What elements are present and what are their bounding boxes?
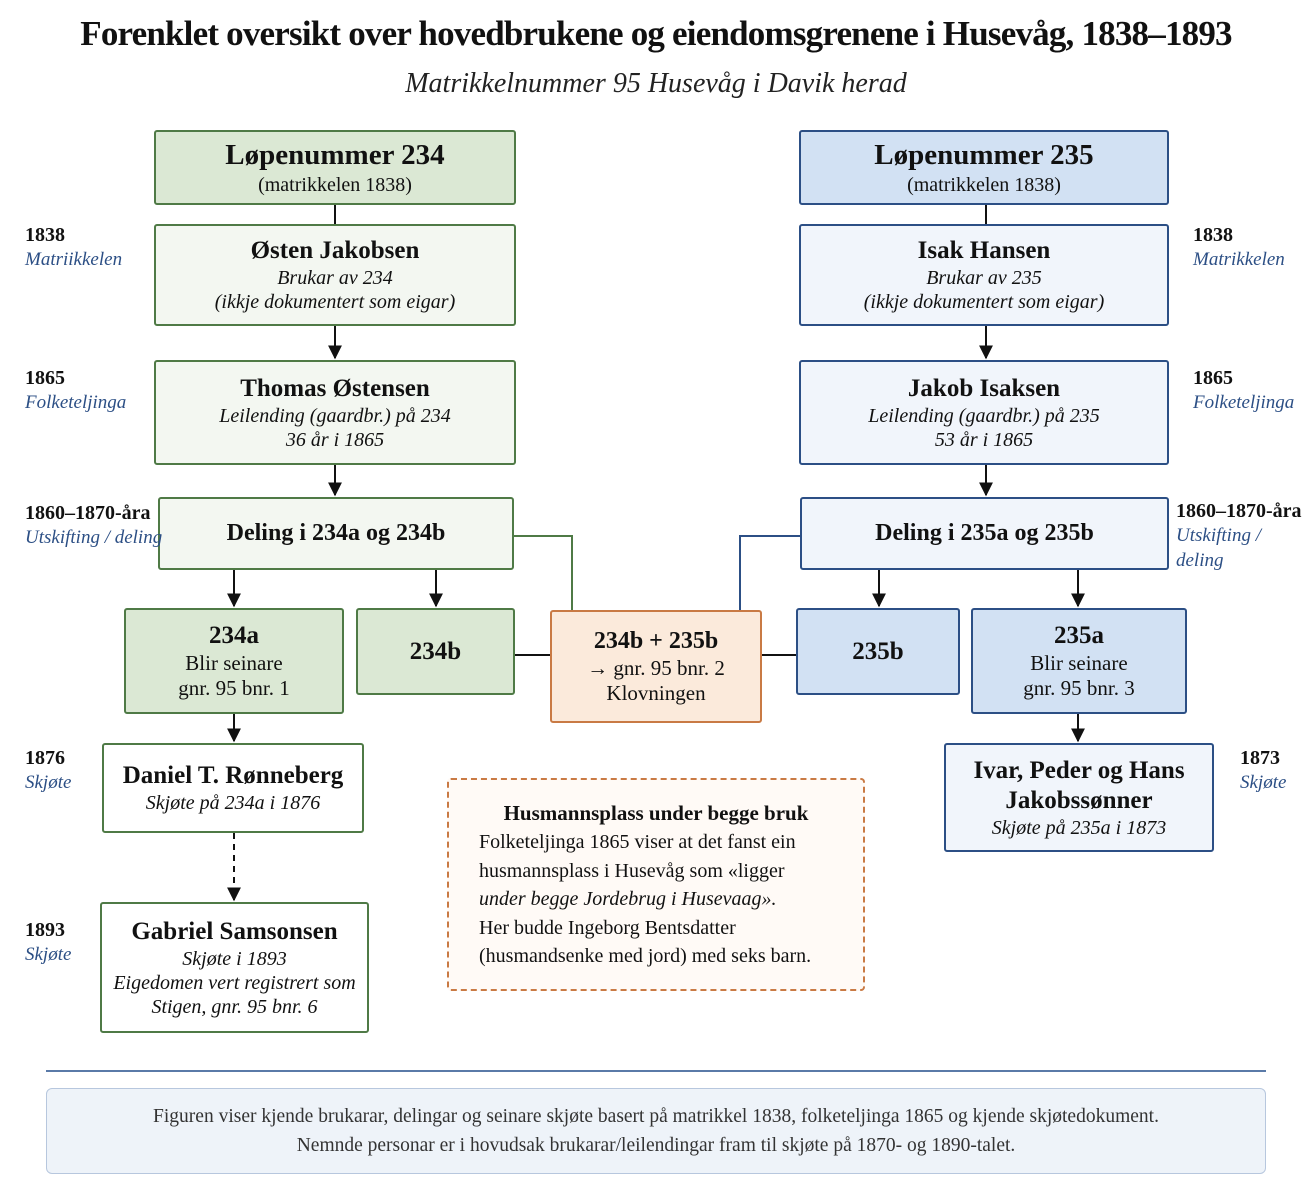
side-year: 1893 [25,919,65,941]
person-note: (ikkje dokumentert som eigar) [863,291,1105,313]
note-line: (husmandsenke med jord) med seks barn. [479,945,812,968]
parcel-235a-line1: Blir seinare [1030,650,1128,675]
side-label-1893-left [25,917,71,968]
side-label-1865-right [1193,365,1294,416]
person-name: Jakob Isaksen [907,374,1061,402]
footer-caption [46,1088,1266,1174]
parcel-234a-box [124,608,344,714]
person-deed: Skjøte på 235a i 1873 [991,816,1167,839]
lopenummer-234-header [154,130,516,205]
side-label-1860-right [1176,498,1312,573]
person-deed: Skjøte på 234a i 1876 [145,792,321,814]
side-year: 1865 [1193,367,1233,389]
side-year: 1838 [25,224,65,246]
parcel-235b-box [796,608,960,695]
note-line-text: husmannsplass i Husevåg som «ligger [479,859,785,882]
parcel-235a-line2: gnr. 95 bnr. 3 [1023,676,1135,700]
side-source: Skjøte [25,772,72,793]
parcel-234a-line2: gnr. 95 bnr. 1 [178,676,290,700]
side-year: 1838 [1193,224,1233,246]
person-name-line2: Jakobssønner [1005,786,1153,814]
note-line [479,857,833,886]
jakob-isaksen-box [799,360,1169,465]
parcel-234b-title: 234b [409,637,462,665]
person-name: Gabriel Samsonsen [131,917,338,945]
person-role: Brukar av 235 [926,267,1042,289]
side-source: Utskifting / deling [25,527,163,548]
side-year: 1860–1870-åra [1176,500,1302,522]
gabriel-samsonsen-box [100,902,369,1033]
note-line: under begge Jordebrug i Husevaag». [479,888,777,911]
lopenummer-235-title: Løpenummer 235 [874,139,1094,172]
split-235-label: Deling i 235a og 235b [875,520,1094,547]
person-age: 53 år i 1865 [934,428,1034,451]
side-year: 1873 [1240,747,1280,769]
person-line1: Eigedomen vert registrert som [113,971,356,994]
person-role: Leilending (gaardbr.) på 234 [219,404,451,427]
lopenummer-235-header [799,130,1169,205]
side-year: 1876 [25,747,65,769]
side-source: Utskifting / deling [1176,525,1261,571]
parcel-234b-box [356,608,515,695]
side-source: Skjøte [1240,772,1287,793]
parcel-235a-box [971,608,1187,714]
person-deed: Skjøte i 1893 [182,947,287,970]
side-source: Skjøte [25,944,72,965]
split-234-label: Deling i 234a og 234b [226,520,446,547]
person-age: 36 år i 1865 [285,428,385,451]
parcel-235a-title: 235a [1054,621,1104,649]
side-label-1873-right [1240,745,1286,796]
side-source: Folketeljinga [1193,392,1295,413]
side-year: 1865 [25,367,65,389]
person-role: Brukar av 234 [277,267,393,289]
footer-line2: Nemnde personar er i hovudsak brukarar/leilendingar fram til skjøte på 1870- og 1890-talet. [296,1135,1016,1156]
side-year: 1860–1870-åra [25,502,151,524]
person-note: (ikkje dokumentert som eigar) [214,291,456,313]
person-name: Daniel T. Rønneberg [122,762,344,789]
person-name: Thomas Østensen [240,374,430,402]
husmannsplass-note [447,778,865,991]
side-source: Folketeljinga [25,392,127,413]
line-split235-to-merge [740,536,800,610]
person-name: Isak Hansen [917,237,1051,264]
merge-line2: → gnr. 95 bnr. 2 [587,655,725,680]
figure-title: Forenklet oversikt over hovedbrukene og eiendomsgrenene i Husevåg, 1838–1893 [80,14,1232,53]
person-role: Leilending (gaardbr.) på 235 [868,404,1100,427]
line-split234-to-merge [514,536,572,610]
merge-title: 234b + 235b [593,627,719,654]
lopenummer-235-sub: (matrikkelen 1838) [907,173,1061,196]
side-label-1860-left [25,500,162,551]
person-name-line1: Ivar, Peder og Hans [973,756,1185,784]
split-235-box [800,497,1169,570]
merge-234b-235b-box [550,610,762,723]
side-label-1876-left [25,745,71,796]
side-source: Matrikkelen [1193,249,1285,270]
osten-jakobsen-box [154,224,516,326]
footer-divider [46,1070,1266,1072]
side-source: Matriikkelen [25,249,123,270]
side-label-1865-left [25,365,126,416]
parcel-234a-line1: Blir seinare [185,650,283,675]
isak-hansen-box [799,224,1169,326]
note-line: Folketeljinga 1865 viser at det fanst ein [479,831,796,854]
person-line2: Stigen, gnr. 95 bnr. 6 [151,995,318,1018]
merge-line3: Klovningen [606,680,706,705]
footer-line1: Figuren viser kjende brukarar, delingar og seinare skjøte basert på matrikkel 1838, folketeljinga 1865 og kjende skjøtedokument. [153,1105,1159,1127]
parcel-234a-title: 234a [209,621,259,649]
jakobssonner-box [944,743,1214,852]
split-234-box [158,497,514,570]
person-name: Østen Jakobsen [250,237,420,264]
note-title: Husmannsplass under begge bruk [503,801,809,825]
parcel-235b-title: 235b [852,637,904,665]
daniel-ronneberg-box [102,743,364,833]
thomas-ostensen-box [154,360,516,465]
lopenummer-234-sub: (matrikkelen 1838) [258,173,412,196]
note-line: Her budde Ingeborg Bentsdatter [479,916,736,939]
lopenummer-234-title: Løpenummer 234 [225,139,445,172]
figure-subtitle: Matrikkelnummer 95 Husevåg i Davik herad [405,68,907,99]
side-label-1838-left [25,222,122,273]
side-label-1838-right [1193,222,1285,273]
